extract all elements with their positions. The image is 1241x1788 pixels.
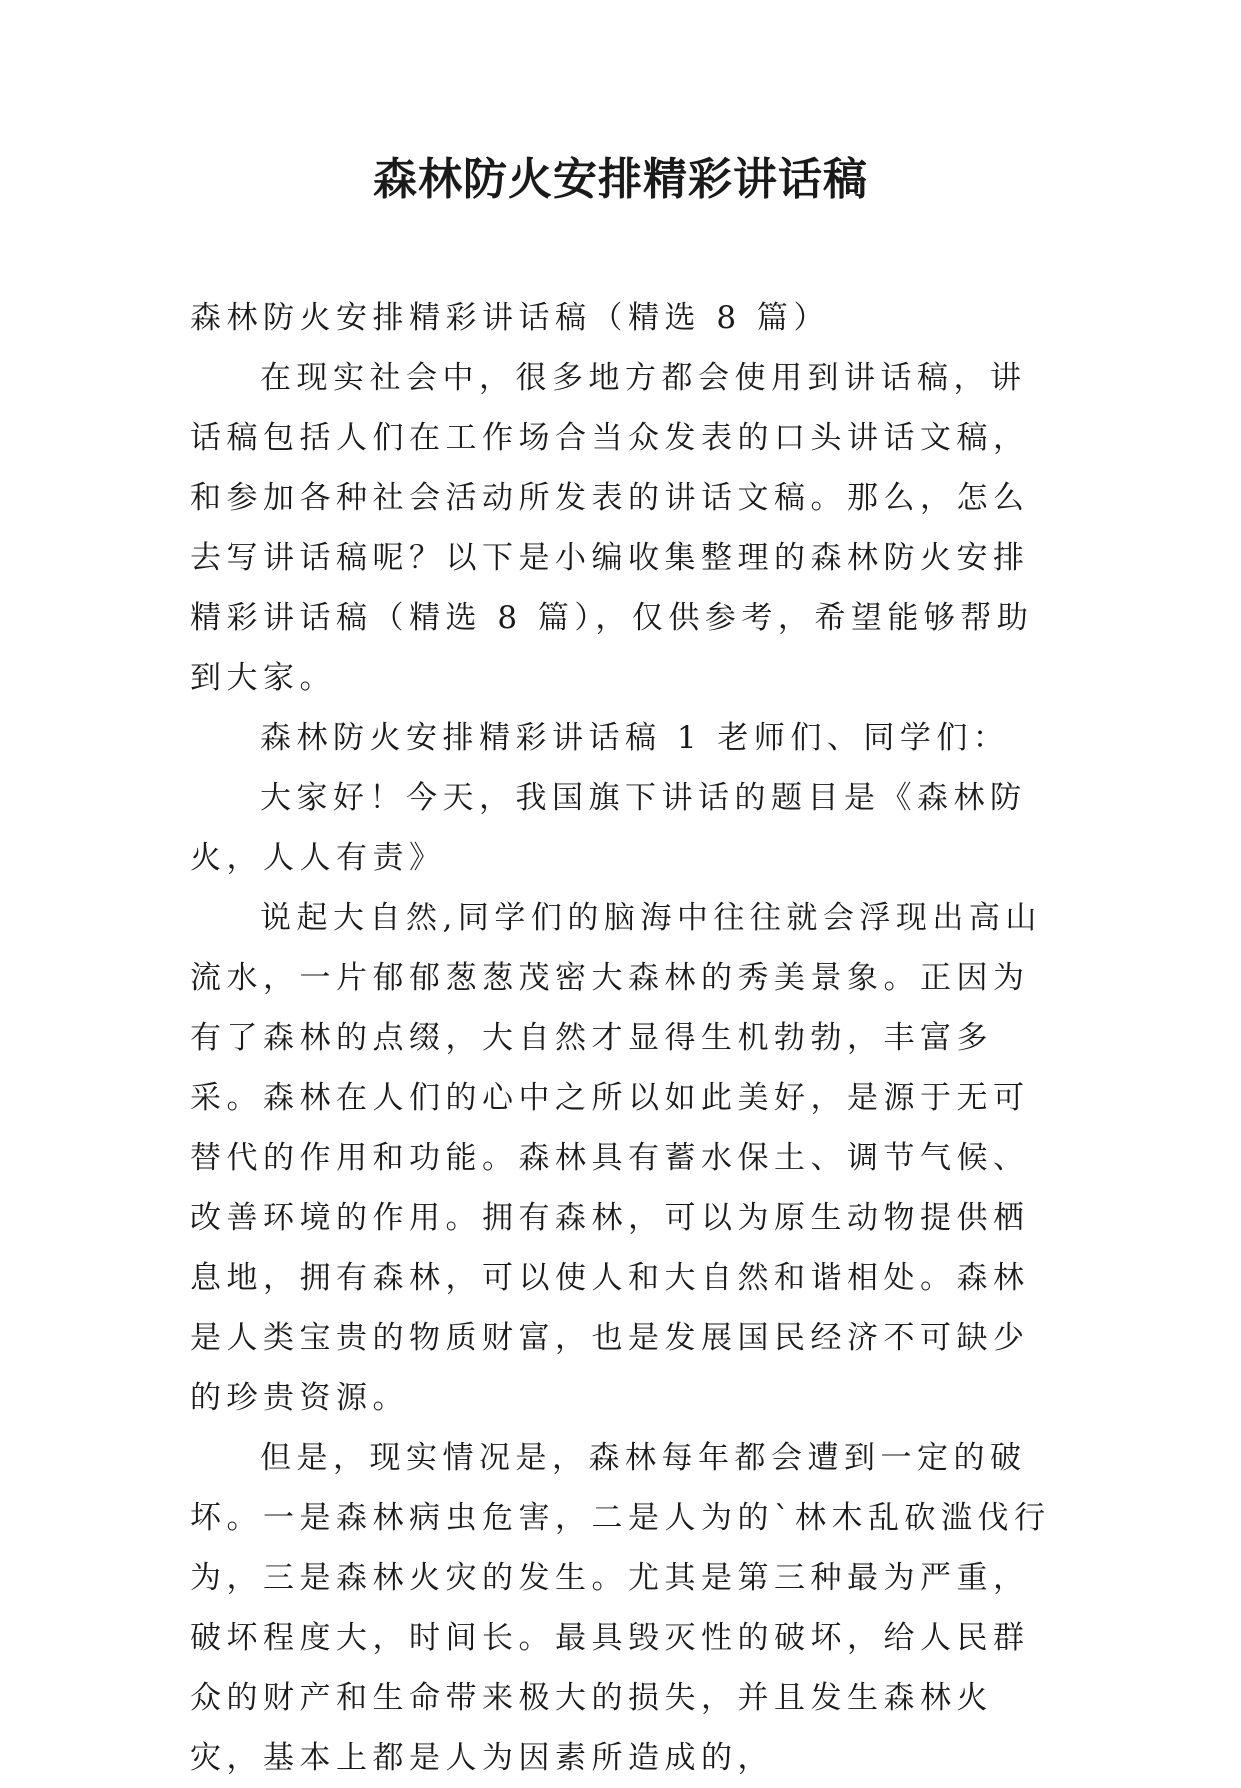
nature-paragraph: 说起大自然,同学们的脑海中往往就会浮现出高山流水，一片郁郁葱葱茂密大森林的秀美景象。正因为有了森林的点缀，大自然才显得生机勃勃，丰富多采。森林在人们的心中之所以如此美好，是源于无可替代的作用和功能。森林具有蓄水保土、调节气候、改善环境的作用。拥有森林，可以为原生动物提供栖息地，拥有森林，可以使人和大自然和谐相处。森林是人类宝贵的物质财富，也是发展国民经济不可缺少的珍贵资源。 xyxy=(190,900,1042,1416)
damage-paragraph: 但是，现实情况是，森林每年都会遭到一定的破坏。一是森林病虫危害，二是人为的`林木乱砍滥伐行为，三是森林火灾的发生。尤其是第三种最为严重，破坏程度大，时间长。最具毁灭性的破坏，给人民群众的财产和生命带来极大的损失，并且发生森林火灾，基本上都是人为因素所造成的， xyxy=(190,1440,1051,1776)
document-body xyxy=(190,288,1060,1788)
document-title: 森林防火安排精彩讲话稿 xyxy=(373,154,868,205)
subtitle-paragraph: 森林防火安排精彩讲话稿（精选 8 篇） xyxy=(190,300,830,336)
speech-heading-paragraph: 森林防火安排精彩讲话稿 1 老师们、同学们： xyxy=(260,720,1010,756)
greeting-paragraph: 大家好！今天，我国旗下讲话的题目是《森林防火，人人有责》 xyxy=(190,780,1027,876)
intro-paragraph: 在现实社会中，很多地方都会使用到讲话稿，讲话稿包括人们在工作场合当众发表的口头讲话文稿，和参加各种社会活动所发表的讲话文稿。那么，怎么去写讲话稿呢？以下是小编收集整理的森林防火安排精彩讲话稿（精选 8 篇），仅供参考，希望能够帮助到大家。 xyxy=(190,360,1034,696)
